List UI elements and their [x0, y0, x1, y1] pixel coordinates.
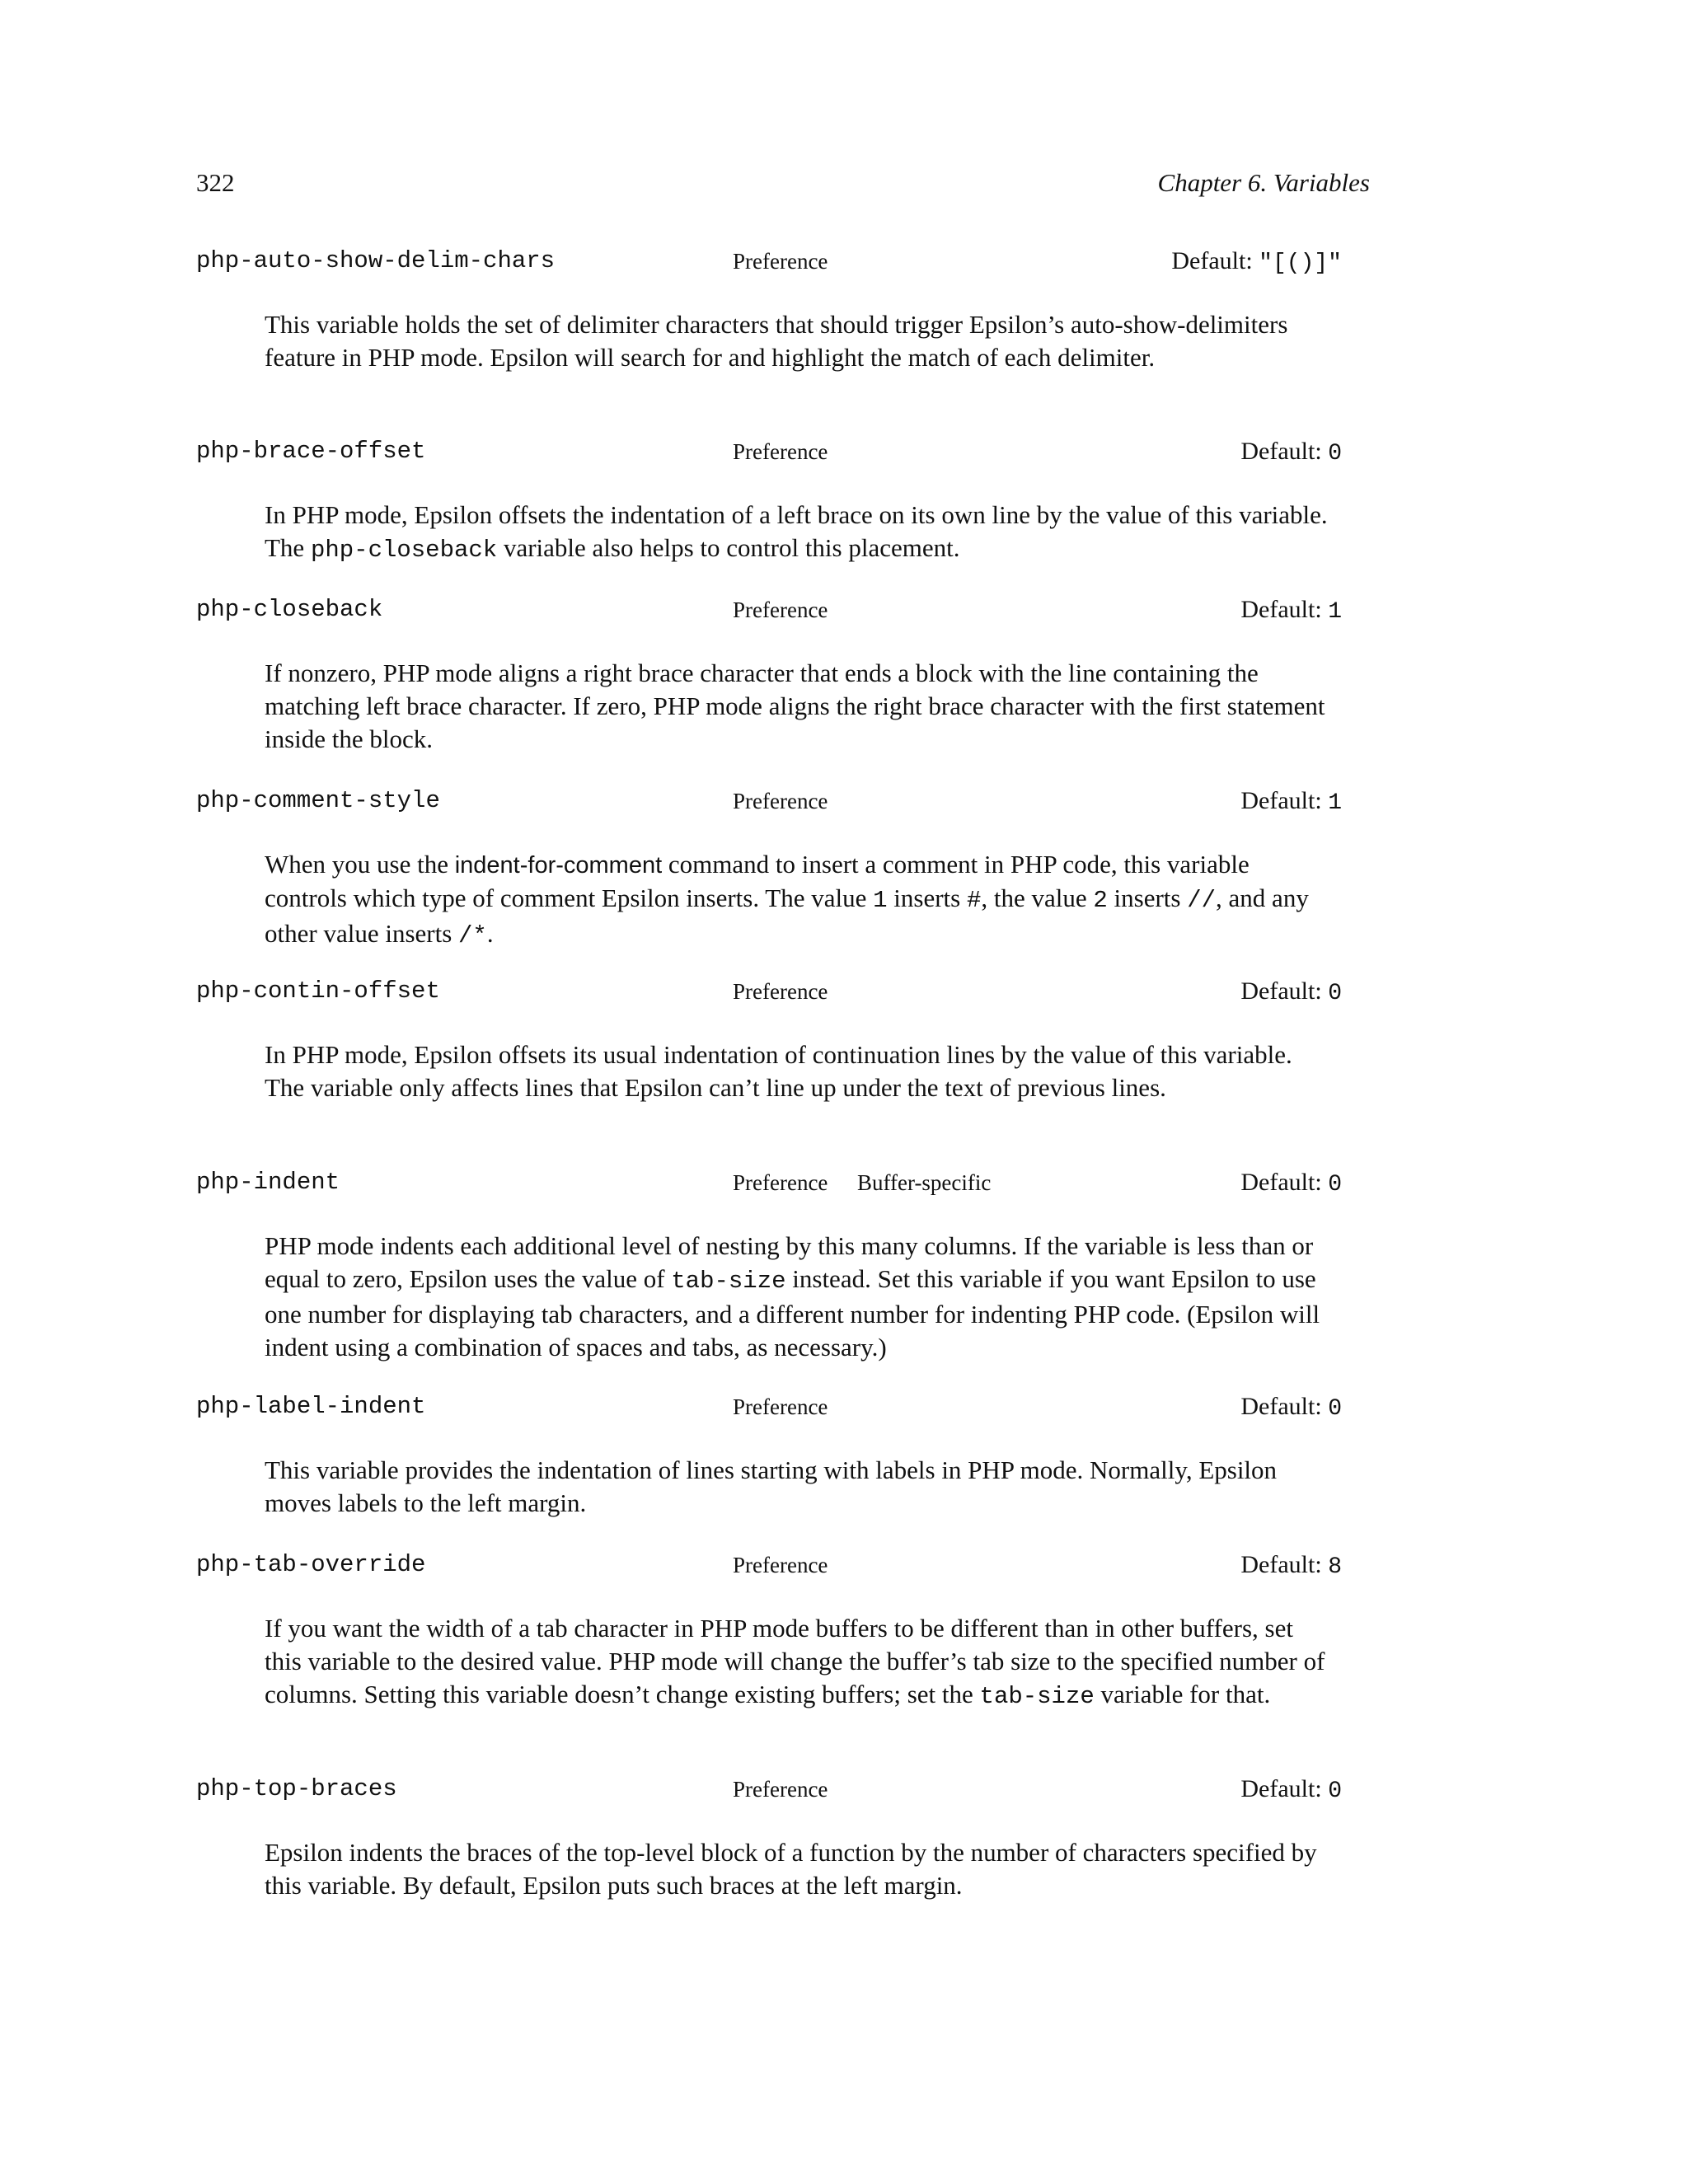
variable-default [1240, 1775, 1342, 1804]
variable-description [265, 1612, 1336, 1713]
variable-default [1240, 438, 1342, 466]
default-value: 0 [1328, 1172, 1342, 1197]
variable-name: php-contin-offset [196, 977, 440, 1005]
default-label: Default: [1240, 1551, 1322, 1578]
variable-default [1240, 1169, 1342, 1197]
variable-default [1240, 1551, 1342, 1580]
variable-description [265, 1454, 1336, 1520]
variable-entry-php-comment-style [196, 787, 1342, 953]
default-label: Default: [1240, 596, 1322, 623]
default-label: Default: [1240, 1169, 1322, 1196]
default-value: 0 [1328, 1779, 1342, 1804]
default-value: 0 [1328, 441, 1342, 466]
code-reference: // [1187, 887, 1217, 914]
variable-type: Preference [733, 1777, 828, 1802]
entry-header [196, 596, 1342, 629]
variable-entry-php-brace-offset [196, 438, 1342, 567]
description-text: . [486, 919, 494, 948]
variable-entry-php-closeback [196, 596, 1342, 756]
code-reference: tab-size [671, 1268, 786, 1295]
variable-type: Preference [733, 439, 828, 464]
description-text: , and any other value inserts [265, 883, 1309, 948]
chapter-title: Chapter 6. Variables [1157, 168, 1370, 197]
variable-description [265, 499, 1336, 567]
variable-entry-php-indent [196, 1169, 1342, 1364]
default-label: Default: [1240, 1393, 1322, 1420]
variable-name: php-comment-style [196, 787, 440, 814]
variable-description [265, 308, 1336, 374]
description-text: instead. Set this variable if you want Epsilon to use one number for displaying tab characters, and a different number for indenting PHP code. (Epsilon will indent using a combination of spaces and tabs, as necessary.) [265, 1264, 1320, 1361]
description-text: PHP mode indents each additional level of nesting by this many columns. If the variable is less than or equal to zero, Epsilon uses the value of [265, 1231, 1314, 1293]
code-reference: 2 [1093, 887, 1108, 914]
variable-type: Preference [733, 249, 828, 274]
description-text: If you want the width of a tab character in PHP mode buffers to be different than in other buffers, set this variable to the desired value. PHP mode will change the buffer’s tab size to the specified number of columns. Setting this variable doesn’t change existing buffers; set the [265, 1614, 1325, 1708]
variable-name: php-auto-show-delim-chars [196, 247, 556, 274]
variable-type: Preference [733, 789, 828, 813]
variable-type: Preference [733, 979, 828, 1004]
variable-default [1240, 787, 1342, 816]
description-text: This variable holds the set of delimiter characters that should trigger Epsilon’s auto-show-delimiters feature in PHP mode. Epsilon will search for and highlight the match of each delimiter. [265, 310, 1288, 372]
variable-name: php-brace-offset [196, 438, 426, 465]
variable-default [1240, 1393, 1342, 1422]
default-label: Default: [1240, 977, 1322, 1005]
default-label: Default: [1240, 1775, 1322, 1802]
variable-entry-php-label-indent [196, 1393, 1342, 1520]
variable-description [265, 848, 1336, 953]
entry-header [196, 247, 1342, 280]
variable-type: Preference [733, 598, 828, 622]
default-value: 0 [1328, 1396, 1342, 1422]
description-text: , the value [981, 883, 1094, 912]
entry-header [196, 1551, 1342, 1584]
description-text: command to insert a comment in PHP code, this variable controls which type of comment Epsilon inserts. The value [265, 850, 1250, 912]
default-label: Default: [1240, 787, 1322, 814]
default-label: Default: [1240, 438, 1322, 465]
description-text: In PHP mode, Epsilon offsets the indentation of a left brace on its own line by the value of this variable. The [265, 500, 1328, 562]
default-value: "[()]" [1259, 251, 1342, 276]
entry-header [196, 1169, 1342, 1202]
code-reference: /* [458, 922, 487, 949]
variable-entry-php-tab-override [196, 1551, 1342, 1713]
description-text: If nonzero, PHP mode aligns a right brace character that ends a block with the line containing the matching left brace character. If zero, PHP mode aligns the right brace character with the first statement inside the block. [265, 658, 1325, 753]
code-reference: # [966, 887, 982, 914]
variable-type: Preference [733, 1394, 828, 1419]
description-text: In PHP mode, Epsilon offsets its usual indentation of continuation lines by the value of this variable. The variable only affects lines that Epsilon can’t line up under the text of previous lines. [265, 1040, 1292, 1102]
description-text: When you use the [265, 850, 455, 879]
description-text: inserts [1107, 883, 1188, 912]
variable-name: php-closeback [196, 596, 383, 623]
entry-header [196, 977, 1342, 1010]
entry-header [196, 438, 1342, 471]
page-number: 322 [196, 168, 235, 197]
variable-default [1240, 596, 1342, 625]
variable-default [1171, 247, 1342, 276]
variable-description [265, 1836, 1336, 1902]
variable-entry-php-contin-offset [196, 977, 1342, 1104]
description-text: This variable provides the indentation of lines starting with labels in PHP mode. Normally, Epsilon moves labels to the left margin. [265, 1455, 1278, 1517]
variable-description [265, 657, 1336, 756]
description-text: variable also helps to control this placement. [497, 533, 960, 562]
default-value: 8 [1328, 1554, 1342, 1580]
variable-name: php-tab-override [196, 1551, 426, 1578]
variable-name: php-top-braces [196, 1775, 397, 1802]
code-reference: php-closeback [310, 537, 498, 564]
variable-name: php-indent [196, 1169, 340, 1196]
default-value: 1 [1328, 790, 1342, 816]
default-label: Default: [1171, 247, 1253, 274]
code-reference: 1 [873, 887, 888, 914]
variable-entry-php-top-braces [196, 1775, 1342, 1902]
description-text: variable for that. [1094, 1680, 1271, 1708]
page-header [196, 168, 1370, 209]
variable-description [265, 1230, 1336, 1364]
command-reference: indent-for-comment [454, 852, 663, 879]
code-reference: tab-size [979, 1683, 1095, 1710]
variable-type: Preference [733, 1170, 828, 1195]
variable-description [265, 1038, 1336, 1104]
variable-scope: Buffer-specific [857, 1170, 992, 1195]
default-value: 1 [1328, 599, 1342, 625]
variable-type: Preference [733, 1553, 828, 1577]
entry-header [196, 1393, 1342, 1426]
description-text: inserts [887, 883, 967, 912]
variable-entry-php-auto-show-delim-chars [196, 247, 1342, 374]
variable-default [1240, 977, 1342, 1006]
description-text: Epsilon indents the braces of the top-level block of a function by the number of characters specified by this variable. By default, Epsilon puts such braces at the left margin. [265, 1838, 1317, 1900]
entry-header [196, 1775, 1342, 1808]
default-value: 0 [1328, 981, 1342, 1006]
entry-header [196, 787, 1342, 820]
variable-name: php-label-indent [196, 1393, 426, 1420]
